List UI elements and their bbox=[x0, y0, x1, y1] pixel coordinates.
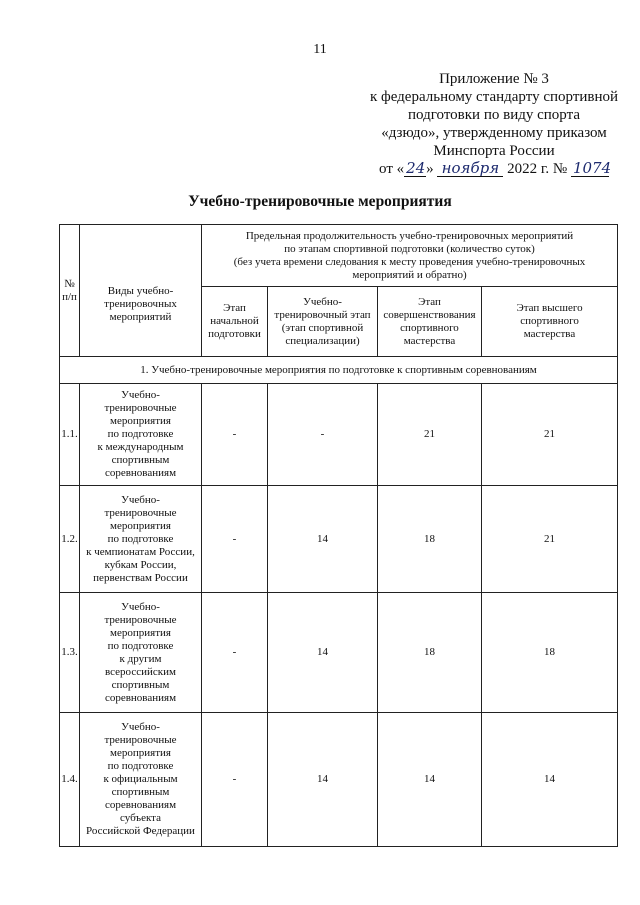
row-event-type: Учебно- тренировочные мероприятия по подготовке к чемпионатам России, кубкам России, первенствам России bbox=[80, 486, 202, 593]
row-value: 14 bbox=[268, 593, 378, 713]
row-number: 1.1. bbox=[60, 384, 80, 486]
row-value: 14 bbox=[378, 713, 482, 847]
table-row bbox=[60, 593, 618, 713]
order-number: 1074 bbox=[572, 159, 612, 177]
row-number: 1.4. bbox=[60, 713, 80, 847]
header-stage-training: Учебно- тренировочный этап (этап спортивной специализации) bbox=[268, 287, 378, 357]
row-value: 18 bbox=[482, 593, 618, 713]
row-value: - bbox=[202, 593, 268, 713]
header-stage-higher: Этап высшего спортивного мастерства bbox=[482, 287, 618, 357]
table-row bbox=[60, 384, 618, 486]
row-value: - bbox=[202, 486, 268, 593]
order-line bbox=[344, 160, 640, 178]
row-value: 21 bbox=[378, 384, 482, 486]
row-value: 21 bbox=[482, 384, 618, 486]
header-type: Виды учебно- тренировочных мероприятий bbox=[80, 225, 202, 357]
header-num: № п/п bbox=[60, 225, 80, 357]
row-event-type: Учебно- тренировочные мероприятия по подготовке к международным спортивным соревнованиям bbox=[80, 384, 202, 486]
row-value: - bbox=[202, 713, 268, 847]
row-value: 14 bbox=[268, 486, 378, 593]
row-value: - bbox=[268, 384, 378, 486]
row-value: 18 bbox=[378, 593, 482, 713]
row-number: 1.3. bbox=[60, 593, 80, 713]
appendix-block bbox=[344, 70, 640, 178]
appendix-line: к федеральному стандарту спортивной bbox=[369, 89, 619, 105]
table-row bbox=[60, 486, 618, 593]
appendix-line: Приложение № 3 bbox=[439, 71, 549, 87]
order-month: ноября bbox=[437, 161, 503, 177]
row-value: 18 bbox=[378, 486, 482, 593]
row-value: 14 bbox=[482, 713, 618, 847]
header-duration: Предельная продолжительность учебно-тренировочных мероприятий по этапам спортивной подготовки (количество суток) (без учета времени следования к месту проведения учебно-тренировочных мероприятий и обратно) bbox=[202, 225, 618, 287]
appendix-line: Минспорта России bbox=[433, 143, 555, 159]
header-stage-initial: Этап начальной подготовки bbox=[202, 287, 268, 357]
events-table bbox=[59, 224, 618, 847]
section-title: 1. Учебно-тренировочные мероприятия по подготовке к спортивным соревнованиям bbox=[60, 357, 618, 384]
section-row bbox=[60, 357, 618, 384]
appendix-line: «дзюдо», утвержденному приказом bbox=[381, 125, 607, 141]
table-row bbox=[60, 713, 618, 847]
row-value: 14 bbox=[268, 713, 378, 847]
row-value: - bbox=[202, 384, 268, 486]
row-value: 21 bbox=[482, 486, 618, 593]
table-header-row bbox=[60, 225, 618, 287]
row-number: 1.2. bbox=[60, 486, 80, 593]
order-mid: » bbox=[426, 161, 434, 177]
page-number: 11 bbox=[313, 42, 327, 57]
header-stage-improvement: Этап совершенствования спортивного мастерства bbox=[378, 287, 482, 357]
row-event-type: Учебно- тренировочные мероприятия по подготовке к официальным спортивным соревнованиям субъекта Российской Федерации bbox=[80, 713, 202, 847]
order-year: 2022 г. № bbox=[507, 161, 568, 177]
appendix-line: подготовки по виду спорта bbox=[408, 107, 580, 123]
row-event-type: Учебно- тренировочные мероприятия по подготовке к другим всероссийским спортивным соревнованиям bbox=[80, 593, 202, 713]
document-title: Учебно-тренировочные мероприятия bbox=[188, 193, 452, 210]
order-day: 24 bbox=[406, 159, 426, 177]
order-prefix: от « bbox=[379, 161, 405, 177]
